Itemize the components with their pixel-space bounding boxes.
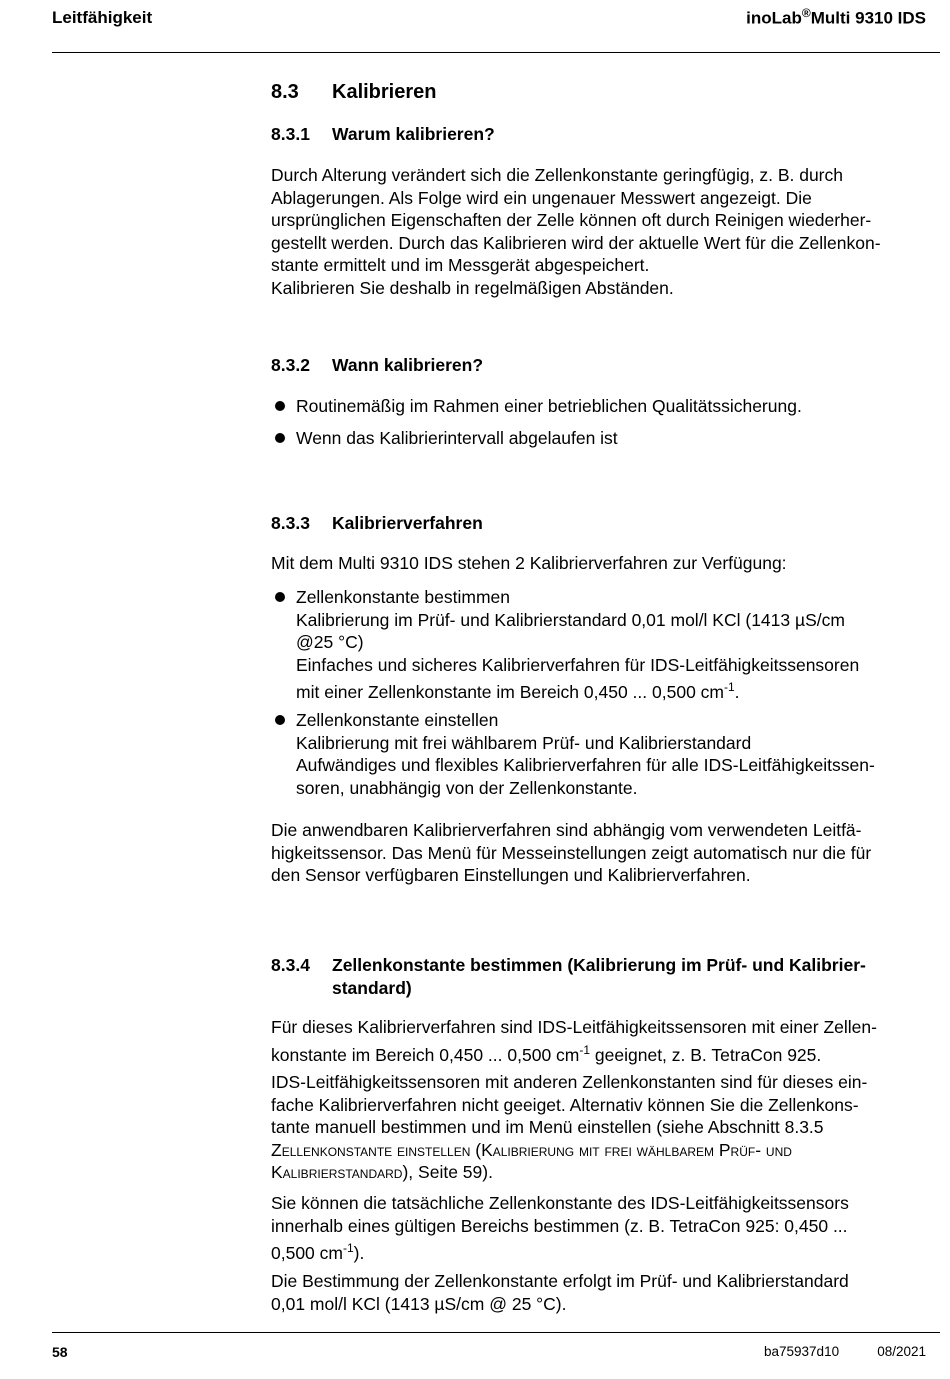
paragraph-valid-range: Sie können die tatsächliche Zellenkonstante des IDS-Leitfähigkeitssensors innerhalb eines gültigen Bereichs bestimmen (z. B. TetraCon 925: 0,450 ... 0,500 $cm^{-1}$). [271, 1193, 849, 1263]
bullet-icon [275, 433, 285, 443]
bullet-item-determine-cell-constant: Zellenkonstante bestimmen Kalibrierung im Prüf- und Kalibrierstandard 0,01 mol/l KCl (1413 µS/cm @25 °C) Einfaches und sicheres Kalibrierverfahren für IDS-Leitfähigkeitssensoren mit einer Zellenkonstante im Bereich 0,450 ... 0,500 $cm^{-1}$. [271, 586, 931, 703]
header-rule [52, 52, 940, 53]
bullet-item: Routinemäßig im Rahmen einer betrieblichen Qualitätssicherung. [271, 395, 931, 418]
paragraph-other-sensors: IDS-Leitfähigkeitssensoren mit anderen Zellenkonstanten sind für dieses ein- fache Kalibrierverfahren nicht geeiget. Alternativ können Sie die Zellenkons- tante manuell bestimmen und im Menü einstellen (siehe Abschnitt 8.3.5 Zellenkonstante einstellen (Kalibrierung mit frei wählbarem Prüf- und Kalibrierstandard), Seite 59). [271, 1071, 929, 1184]
bullet-item: Wenn das Kalibrierintervall abgelaufen ist [271, 427, 931, 450]
paragraph-suitable-sensors: Für dieses Kalibrierverfahren sind IDS-Leitfähigkeitssensoren mit einer Zellen- konstante im Bereich 0,450 ... 0,500 $cm^{-1}$ geeignet, z. B. TetraCon 925. [271, 1017, 877, 1065]
cross-reference-link[interactable]: Kalibrierstandard [271, 1162, 403, 1182]
section-heading-8-3-4: 8.3.4 Zellenkonstante bestimmen (Kalibrierung im Prüf- und Kalibrier- standard) [271, 955, 866, 998]
cross-reference-link[interactable]: Zellenkonstante einstellen (Kalibrierung mit frei wählbarem Prüf- und [271, 1139, 792, 1160]
header-product-name: inoLab®Multi 9310 IDS [746, 6, 926, 28]
footer-rule [52, 1332, 940, 1333]
paragraph-why-calibrate: Durch Alterung verändert sich die Zellenkonstante geringfügig, z. B. durch Ablagerungen. Als Folge wird ein ungenauer Messwert angezeigt. Die ursprünglichen Eigenschaften der Zelle können oft durch Reinigen wiederher- gestellt werden. Durch das Kalibrieren wird der aktuelle Wert für die Zellenkon- stante ermittelt und im Messgerät abgespeichert. Kalibrieren Sie deshalb in regelmäßigen Abständen. [271, 165, 881, 298]
paragraph-standard: Die Bestimmung der Zellenkonstante erfolgt im Prüf- und Kalibrierstandard 0,01 mol/l KCl (1413 µS/cm @ 25 °C). [271, 1271, 849, 1314]
section-heading-8-3-3: 8.3.3 Kalibrierverfahren [271, 513, 483, 533]
section-heading-8-3-2: 8.3.2 Wann kalibrieren? [271, 355, 484, 375]
section-heading-8-3: 8.3 Kalibrieren [271, 81, 437, 103]
bullet-item-set-cell-constant: Zellenkonstante einstellen Kalibrierung mit frei wählbarem Prüf- und Kalibrierstandard Aufwändiges und flexibles Kalibrierverfahren für alle IDS-Leitfähigkeitssen- soren, unabhängig von der Zellenkonstante. [271, 709, 931, 799]
paragraph-applicable-procedures: Die anwendbaren Kalibrierverfahren sind abhängig vom verwendeten Leitfä- higkeitssensor. Das Menü für Messeinstellungen zeigt automatisch nur die für den Sensor verfügbaren Einstellungen und Kalibrierverfahren. [271, 820, 872, 885]
section-heading-8-3-1: 8.3.1 Warum kalibrieren? [271, 124, 495, 144]
header-section-title: Leitfähigkeit [52, 8, 153, 27]
bullet-icon [275, 715, 285, 725]
bullet-icon [275, 592, 285, 602]
page-number: 58 [52, 1344, 68, 1360]
document-date: 08/2021 [877, 1344, 926, 1359]
bullet-icon [275, 401, 285, 411]
paragraph-intro: Mit dem Multi 9310 IDS stehen 2 Kalibrierverfahren zur Verfügung: [271, 553, 787, 573]
document-id: ba75937d10 [764, 1344, 840, 1359]
